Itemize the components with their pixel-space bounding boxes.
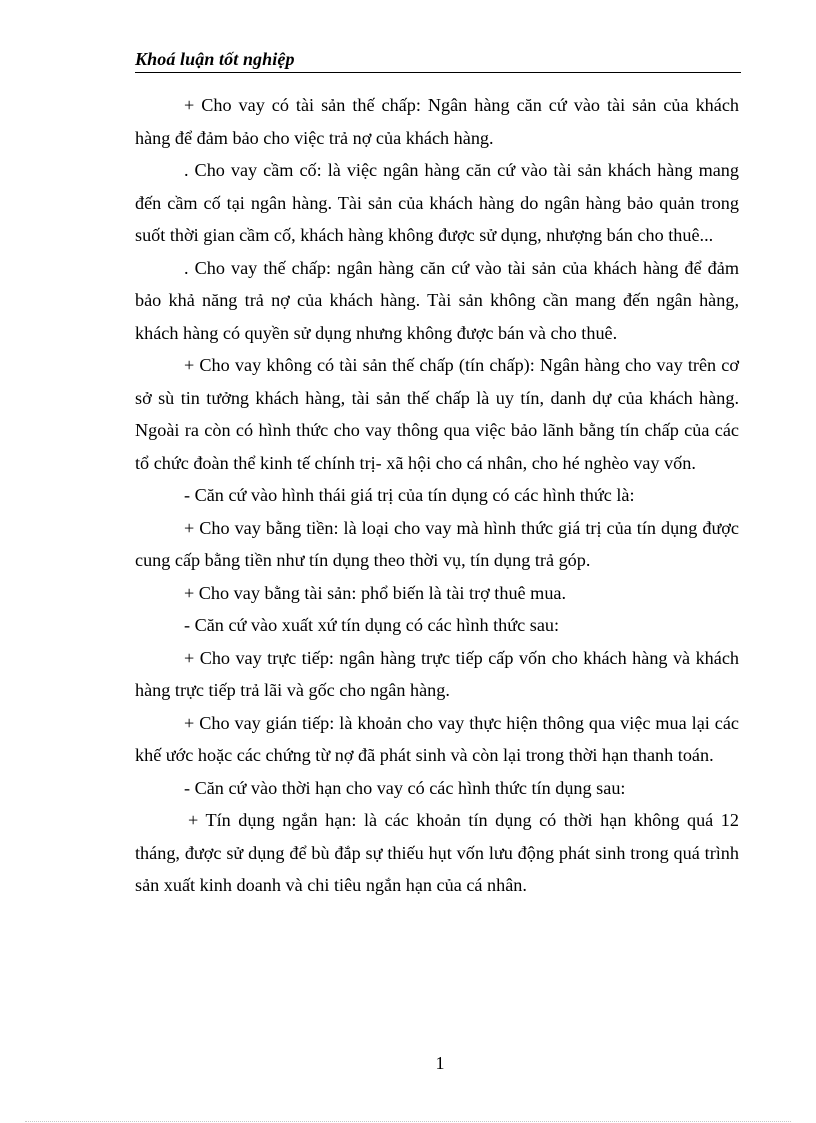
paragraph-short-term-credit: + Tín dụng ngắn hạn: là các khoản tín dụng có thời hạn không quá 12 tháng, được sử dụng để bù đắp sự thiếu hụt vốn lưu động phát sinh trong quá trình sản xuất kinh doanh và chi tiêu ngắn hạn của cá nhân. [135, 810, 739, 895]
page-number: 1 [435, 1053, 445, 1073]
paragraph-mortgage-loan: . Cho vay thế chấp: ngân hàng căn cứ vào tài sản của khách hàng để đảm bảo khả năng trả nợ của khách hàng. Tài sản không cần mang đến ngân hàng, khách hàng có quyền sử dụng nhưng không được bán và cho thuê. [135, 257, 739, 343]
paragraph-indirect-loan: + Cho vay gián tiếp: là khoản cho vay thực hiện thông qua việc mua lại các khế ước hoặc các chứng từ nợ đã phát sinh và còn lại trong thời hạn thanh toán. [135, 712, 739, 765]
paragraph-term-intro: - Căn cứ vào thời hạn cho vay có các hình thức tín dụng sau: [184, 777, 626, 798]
header-title: Khoá luận tốt nghiệp [135, 49, 295, 69]
paragraph-asset-loan: + Cho vay bằng tài sản: phổ biến là tài trợ thuê mua. [184, 582, 567, 603]
paragraph-secured-loan: + Cho vay có tài sản thế chấp: Ngân hàng căn cứ vào tài sản của khách hàng để đảm bảo cho việc trả nợ của khách hàng. [135, 95, 739, 148]
paragraph-unsecured-loan: + Cho vay không có tài sản thế chấp (tín chấp): Ngân hàng cho vay trên cơ sở sù tin tưởng khách hàng, tài sản thế chấp là uy tín, danh dự của khách hàng. Ngoài ra còn có hình thức cho vay thông qua việc bảo lãnh bằng tín chấp của các tổ chức đoàn thể kinh tế chính trị- xã hội cho cá nhân, cho hé nghèo vay vốn. [135, 355, 739, 473]
paragraph-value-form-intro: - Căn cứ vào hình thái giá trị của tín dụng có các hình thức là: [184, 485, 635, 505]
page-bottom-divider [25, 1121, 791, 1122]
paragraph-origin-intro: - Căn cứ vào xuất xứ tín dụng có các hình thức sau: [184, 615, 560, 635]
page-header [135, 48, 741, 73]
paragraph-pledge-loan: . Cho vay cầm cố: là việc ngân hàng căn cứ vào tài sản khách hàng mang đến cầm cố tại ngân hàng. Tài sản của khách hàng do ngân hàng bảo quản trong suốt thời gian cầm cố, khách hàng không được sử dụng, nhượng bán cho thuê... [135, 160, 739, 245]
paragraph-cash-loan: + Cho vay bằng tiền: là loại cho vay mà hình thức giá trị của tín dụng được cung cấp bằng tiền như tín dụng theo thời vụ, tín dụng trả góp. [135, 517, 739, 570]
paragraph-direct-loan: + Cho vay trực tiếp: ngân hàng trực tiếp cấp vốn cho khách hàng và khách hàng trực tiếp trả lãi và gốc cho ngân hàng. [135, 647, 739, 700]
document-body [135, 89, 739, 902]
